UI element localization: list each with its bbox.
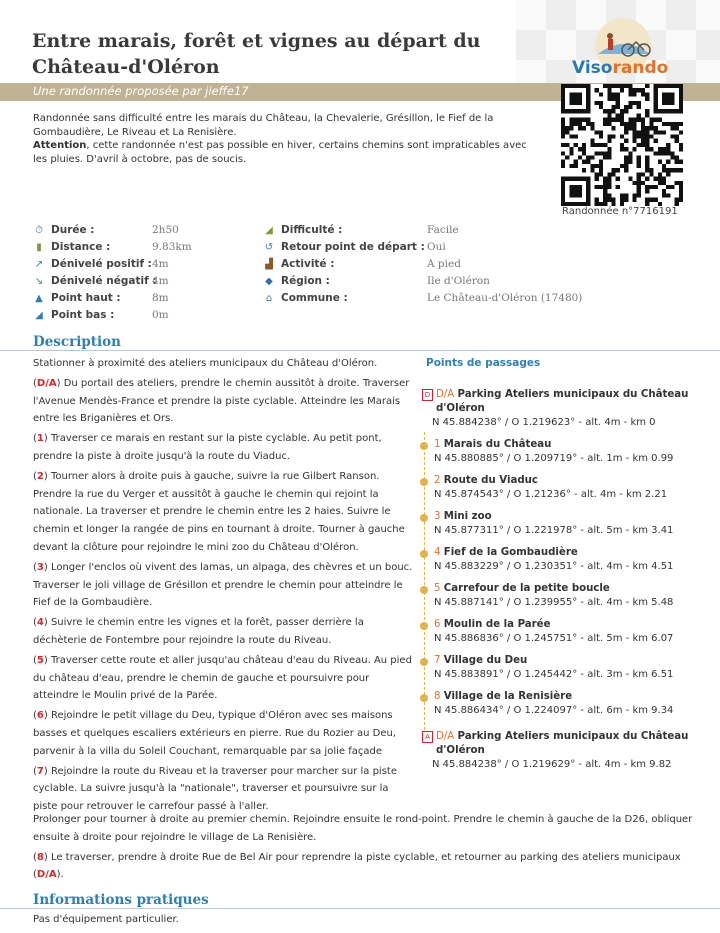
start-pin-icon: D — [422, 389, 433, 401]
elevation-down-icon: ↘ — [34, 276, 44, 287]
waypoint-dot-icon — [420, 550, 428, 558]
description-text — [33, 355, 413, 818]
description-text-wide — [33, 811, 693, 886]
description-paragraph: Prolonger pour tourner à droite au premier chemin. Rejoindre ensuite le rond-point. Prendre le chemin à gauche de la D26, obliquer ensuite à droite pour rejoindre le village de La Renisière. — [33, 814, 693, 843]
waypoint-item: 3 Mini zoo N 45.877311° / O 1.221978° - alt. 5m - km 3.41 — [422, 510, 692, 538]
description-heading: Description — [33, 334, 121, 350]
high-point-icon: ▲ — [35, 293, 43, 304]
practical-heading: Informations pratiques — [33, 892, 209, 908]
waypoint-item: 1 Marais du Château N 45.880885° / O 1.209719° - alt. 1m - km 0.99 — [422, 438, 692, 466]
intro-text: Randonnée sans difficulté entre les marais du Château, la Chevalerie, Grésillon, le Fief de la Gombaudière, Le Riveau et La Renisière. Attention, cette randonnée n'est pas possible en hiver, certains chemins sont impraticables avec les pluies. D'avril à octobre, pas de soucis. — [33, 113, 527, 165]
waypoint-item: 6 Moulin de la Parée N 45.886836° / O 1.245751° - alt. 5m - km 6.07 — [422, 618, 692, 646]
description-paragraph: (8) Le traverser, prendre à droite Rue de Bel Air pour reprendre la piste cyclable, et retourner au parking des ateliers municipaux (D/A). — [33, 851, 681, 881]
qr-code — [561, 84, 683, 206]
waypoint-dot-icon — [420, 694, 428, 702]
town-hall-icon: ⌂ — [265, 293, 273, 304]
practical-divider — [0, 908, 720, 909]
waypoint-item: 5 Carrefour de la petite boucle N 45.887141° / O 1.239955° - alt. 4m - km 5.48 — [422, 582, 692, 610]
waypoint-item: D D/A Parking Ateliers municipaux du Château d'Oléron N 45.884238° / O 1.219623° - alt. 4m - km 0 — [422, 388, 692, 430]
waypoint-item: A D/A Parking Ateliers municipaux du Château d'Oléron N 45.884238° / O 1.219629° - alt. 4m - km 9.82 — [422, 730, 692, 772]
description-paragraph: (7) Rejoindre la route du Riveau et la traverser pour marcher sur la piste cyclable. La suivre jusqu'à la "nationale", traverser et poursuivre sur la piste pour retrouver le carrefour passé à l'aller. — [33, 765, 397, 813]
distance-icon: ▮ — [36, 242, 42, 253]
page-title: Entre marais, forêt et vignes au départ du Château-d'Oléron — [32, 30, 481, 78]
stopwatch-icon: ⏱ — [35, 225, 43, 236]
waypoint-dot-icon — [420, 442, 428, 450]
waypoint-dot-icon — [420, 658, 428, 666]
description-paragraph: (2) Tourner alors à droite puis à gauche, suivre la rue Gilbert Ranson. Prendre la rue du Verger et aussitôt à gauche le chemin qui rejoint la nationale. La traverser et prendre le chemin entre les 2 haies. Suivre le chemin et longer la rangée de pins en tournant à droite. Tourner à gauche devant la clôture pour rejoindre le mini zoo du Château d'Oléron. — [33, 470, 405, 553]
description-paragraph: (6) Rejoindre le petit village du Deu, typique d'Oléron avec ses maisons basses et quelques escaliers extérieurs en pierre. Rue du Rozier au Deu, parvenir à la villa du Soleil Couchant, remarquable par sa jolie façade — [33, 710, 396, 757]
visorando-wordmark: Visorando — [572, 58, 669, 78]
description-divider — [0, 350, 720, 351]
practical-text: Pas d'équipement particulier. — [33, 914, 179, 925]
description-paragraph: (D/A) Du portail des ateliers, prendre le chemin aussitôt à droite. Traverser l'Avenue Mendès-France et prendre la piste cyclable. Atteindre les Marais entre les Briganières et Ors. — [33, 377, 410, 425]
description-paragraph: (5) Traverser cette route et aller jusqu'au château d'eau du Riveau. Au pied du château d'eau, prendre le chemin de gauche et poursuivre pour atteindre le Moulin privé de la Parée. — [33, 654, 412, 702]
waypoint-dot-icon — [420, 478, 428, 486]
low-point-icon: ◢ — [35, 310, 43, 321]
hiking-boot-icon: ▟ — [265, 259, 273, 270]
description-paragraph: (3) Longer l'enclos où vivent des lamas, un alpaga, des chèvres et un bouc. Traverser le joli village de Grésillon et prendre le chemin pour atteindre le Fief de la Gombaudière. — [33, 561, 413, 609]
waypoints-heading: Points de passages — [426, 357, 541, 369]
loop-icon: ↺ — [264, 242, 274, 253]
waypoint-dot-icon — [420, 514, 428, 522]
arrival-pin-icon: A — [422, 731, 433, 743]
waypoint-item: 7 Village du Deu N 45.883891° / O 1.245442° - alt. 3m - km 6.51 — [422, 654, 692, 682]
description-paragraph: Stationner à proximité des ateliers municipaux du Château d'Oléron. — [33, 358, 378, 369]
waypoint-item: 4 Fief de la Gombaudière N 45.883229° / O 1.230351° - alt. 4m - km 4.51 — [422, 546, 692, 574]
difficulty-icon: ◢ — [265, 225, 273, 236]
waypoint-dot-icon — [420, 622, 428, 630]
description-paragraph: (1) Traverser ce marais en restant sur la piste cyclable. Au petit pont, prendre la piste à droite jusqu'à la route du Viaduc. — [33, 433, 382, 462]
randonnee-number: Randonnée n°7716191 — [562, 206, 678, 217]
waypoint-item: 2 Route du Viaduc N 45.874543° / O 1.21236° - alt. 4m - km 2.21 — [422, 474, 692, 502]
waypoint-dot-icon — [420, 586, 428, 594]
description-paragraph: (4) Suivre le chemin entre les vignes et la forêt, passer derrière la déchèterie de Fontembre pour rejoindre la route du Riveau. — [33, 617, 364, 646]
region-map-icon: ◆ — [265, 276, 273, 287]
waypoint-item: 8 Village de la Renisière N 45.886434° / O 1.224097° - alt. 6m - km 9.34 — [422, 690, 692, 718]
author-line: Une randonnée proposée par jieffe17 — [33, 84, 249, 98]
elevation-up-icon: ↗ — [34, 259, 44, 270]
